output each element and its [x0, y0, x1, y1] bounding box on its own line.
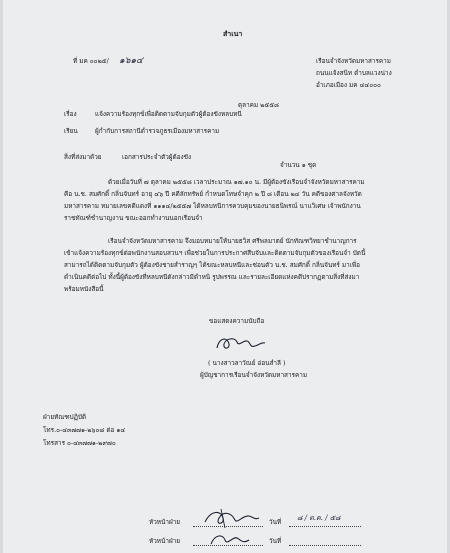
signatory-position: ผู้บัญชาการเรือนจำจังหวัดมหาสารคาม: [200, 371, 308, 379]
body-line: เรือนจำจังหวัดมหาสารคาม จึงมอบหมายให้นายธวิส ศรีพลมาตย์ นักทัณฑวิทยาชำนาญการ: [108, 237, 357, 245]
document-date: ตุลาคม ๒๕๕๘: [238, 101, 279, 109]
routing-row1-date-line: [289, 526, 361, 527]
org-district: อำเภอเมือง มค ๔๔๐๐๐: [316, 81, 381, 89]
department-phone: โทร.๐-๔๓๗๗๑-๒๖๐๘ ต่อ ๑๔: [43, 426, 126, 434]
routing-row2-label: หัวหน้าฝ่าย: [149, 537, 181, 545]
subject-label: เรื่อง: [64, 110, 77, 118]
recipient-label: เรียน: [64, 127, 78, 135]
org-street: ถนนแจ้งสนิท ตำบลแวงน่าง: [316, 69, 392, 77]
routing-row1-date: ๘ / ต.ค. / ๕๘: [297, 514, 341, 522]
routing-row2-day-label: วันที่: [269, 537, 282, 545]
copy-label: สำเนา: [223, 29, 243, 38]
department-name: ฝ่ายทัณฑปฏิบัติ: [43, 413, 87, 421]
document-page: [3, 0, 447, 553]
body-line: ดำเนินคดีต่อไป ทั้งนี้ผู้ต้องขังที่หลบหนีดังกล่าวมีตำหนิ รูปพรรณ และรายละเอียดแห่งคดีปรากฏตามสิ่งที่ส่งมา: [64, 273, 360, 281]
routing-row2-signature: [207, 530, 253, 550]
org-name: เรือนจำจังหวัดมหาสารคาม: [316, 57, 391, 65]
routing-row1-signature: [201, 506, 263, 530]
body-line: สามารถได้ติดตามจับกุมตัว ผู้ต้องขังชายสำราญๆ ได้ขณะหลบหนีและซ่อนตัว น.ช. สมศักดิ์ กลิ่นจันทร์ มาเพื่อ: [64, 261, 360, 269]
closing-text: ขอแสดงความนับถือ: [209, 317, 265, 325]
department-fax: โทรสาร ๐-๔๓๗๗๑-๒๙๗๐: [43, 439, 116, 447]
attachment-text: เอกสารประจำตัวผู้ต้องขัง: [122, 153, 192, 161]
body-line: เข้าแจ้งความร้องทุกข์ต่อพนักงานสอบสวนฯ เพื่อช่วยในการประกาศสืบจับและติดตามจับกุมตัวของเรือนจำ บัดนี้: [64, 249, 366, 257]
body-line: คือ น.ช. สมศักดิ์ กลิ่นจันทร์ อายุ ๔๖ ปี คดีลักทรัพย์ กำหนดโทษจำคุก ๒ ปี ๘ เดือน ๒๔ วัน คดีของศาลจังหวัด: [64, 190, 362, 198]
routing-row1-day-label: วันที่: [269, 518, 282, 526]
body-line: ราชทัณฑ์ชำนาญงาน ขณะออกทำงานนอกเรือนจำ: [64, 214, 203, 222]
director-signature: [211, 330, 271, 356]
attachment-quantity: จำนวน ๑ ชุด: [280, 161, 317, 169]
doc-number-handwritten: ๑๖๑๔: [119, 56, 143, 66]
subject-text: แจ้งความร้องทุกข์เพื่อติดตามจับกุมตัวผู้ต้องขังหลบหนี: [95, 110, 242, 118]
recipient-text: ผู้กำกับการสถานีตำรวจภูธรเมืองมหาสารคาม: [95, 127, 220, 135]
body-line: ด้วยเมื่อวันที่ ๗ ตุลาคม ๒๕๕๘ เวลาประมาณ ๑๗.๑๐ น. มีผู้ต้องขังเรือนจำจังหวัดมหาสารคาม: [108, 178, 365, 186]
attachment-label: สิ่งที่ส่งมาด้วย: [64, 153, 102, 161]
body-line: พร้อมหนังสือนี้: [64, 285, 104, 293]
routing-row1-label: หัวหน้าฝ่าย: [149, 518, 181, 526]
routing-row2-date-line: [289, 545, 361, 546]
body-line: มหาสารคาม หมายเลขคดีแดงที่ ๑๑๑๔/๒๕๕๗ ได้หลบหนีการควบคุมของนายธนิพรณ์ นาแวิเศษ เจ้าพนักงาน: [64, 202, 361, 210]
signatory-name: ( นางสาวลาวัณย์ อ่อนสำลี ): [208, 359, 286, 367]
doc-number: ที่ มค ๐๐๒๕/: [73, 57, 109, 65]
